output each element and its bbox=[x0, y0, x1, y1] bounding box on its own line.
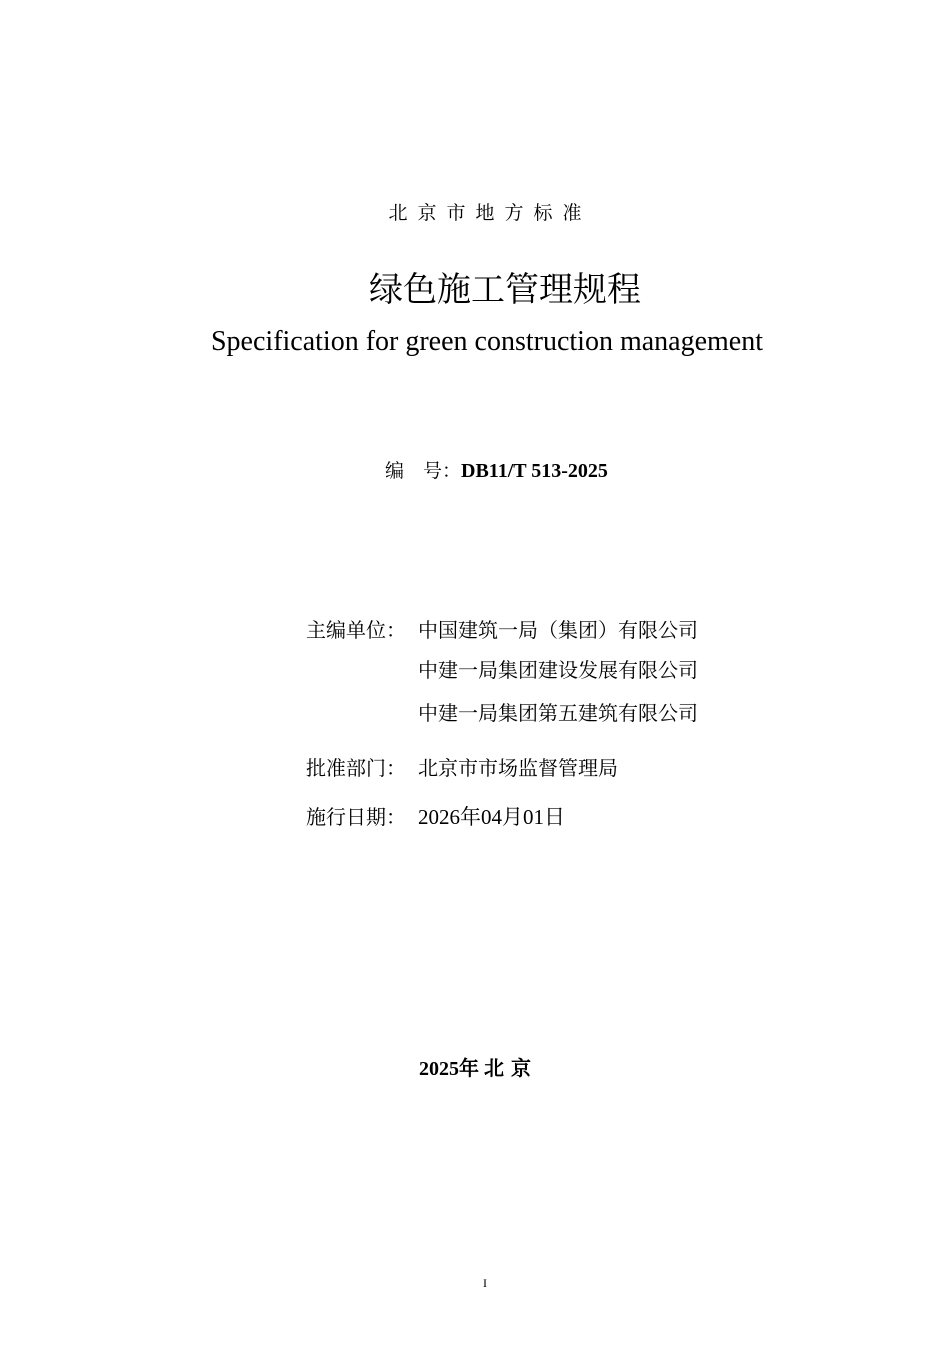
effective-date-row bbox=[306, 801, 565, 831]
editor-org-2: 中建一局集团建设发展有限公司 bbox=[418, 658, 698, 682]
effective-date-label: 施行日期： bbox=[306, 805, 406, 829]
publication-year: 2025年 bbox=[419, 1058, 479, 1080]
standard-type: 北京市地方标准 bbox=[388, 202, 592, 224]
approval-row bbox=[306, 752, 618, 781]
code-value: DB11/T 513-2025 bbox=[461, 460, 608, 482]
approval-label: 批准部门： bbox=[306, 756, 406, 780]
code-label: 编 号： bbox=[385, 460, 462, 482]
editor-label: 主编单位： bbox=[306, 618, 406, 642]
approval-value: 北京市市场监督管理局 bbox=[418, 756, 618, 780]
editor-org-3: 中建一局集团第五建筑有限公司 bbox=[418, 701, 698, 725]
editor-row bbox=[306, 614, 698, 643]
editor-org-1: 中国建筑一局（集团）有限公司 bbox=[418, 618, 698, 642]
effective-date-value: 2026年04月01日 bbox=[418, 805, 565, 829]
publication-place: 北 京 bbox=[484, 1056, 531, 1080]
publication-year-place bbox=[419, 1052, 531, 1081]
title-chinese: 绿色施工管理规程 bbox=[369, 270, 641, 310]
page-number: I bbox=[483, 1276, 487, 1290]
title-english: Specification for green construction management bbox=[210, 326, 763, 357]
standard-code bbox=[385, 456, 608, 483]
